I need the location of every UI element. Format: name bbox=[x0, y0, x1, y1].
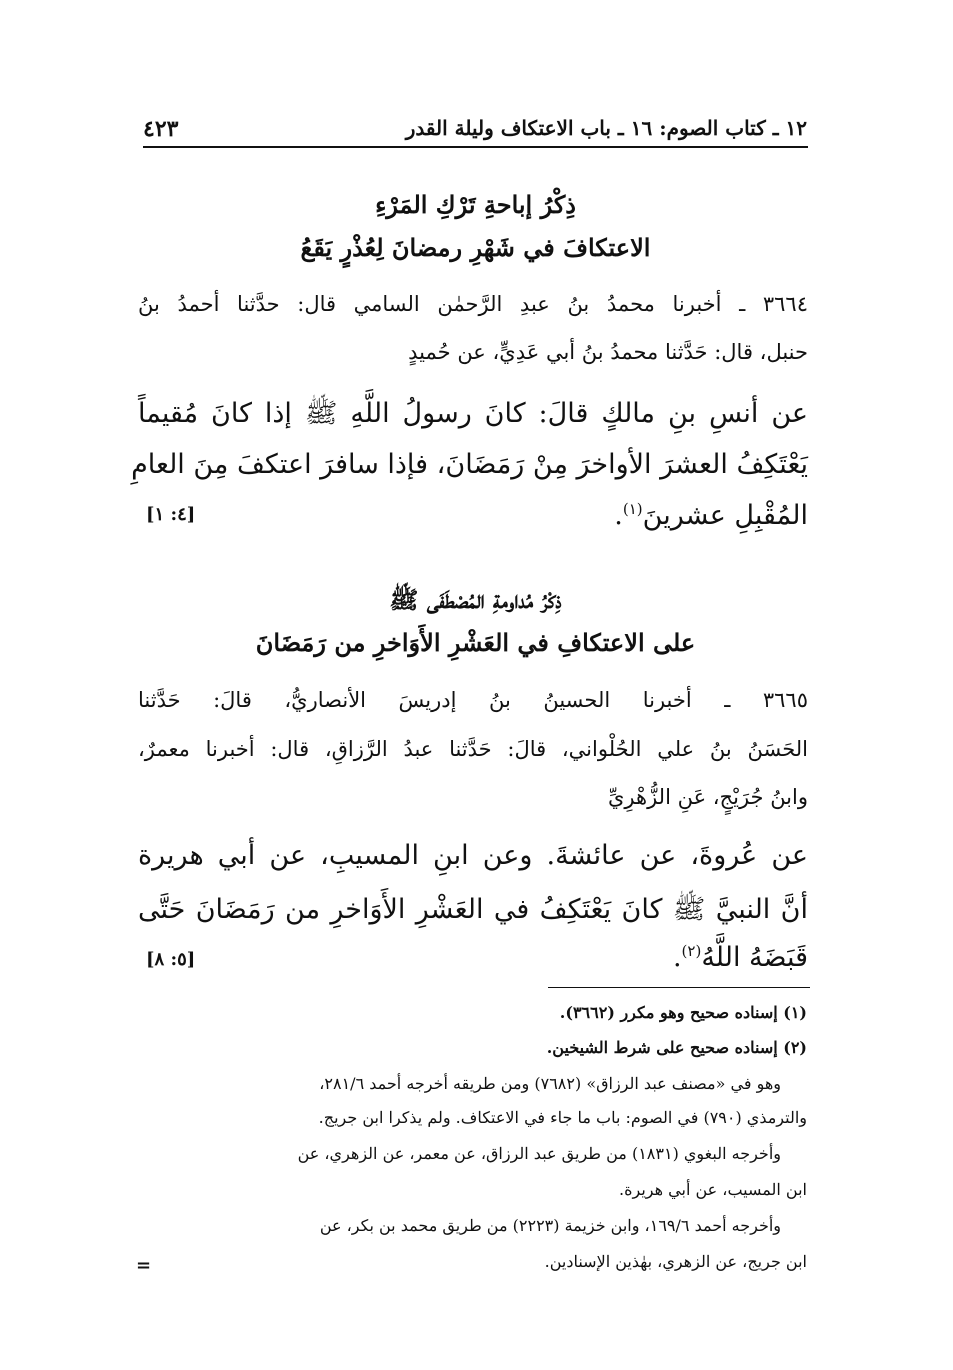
hadith-3665-isnad-line1: ٣٦٦٥ ـ أخبرنا الحسينُ بنُ إدريسَ الأنصاريُّ، قالَ: حَدَّثنا bbox=[138, 688, 808, 712]
hadith-3664-isnad-line2: حنبل، قال: حَدَّثنا محمدُ بنُ أبي عَدِيٍّ، عن حُميدٍ bbox=[408, 340, 808, 364]
matn-text: المُقْبِلِ عشرينَ bbox=[642, 500, 808, 531]
hadith-3665-matn-line1: عن عُروةَ، عن عائشةَ. وعن ابنِ المسيبِ، عن أبي هريرة bbox=[138, 840, 808, 871]
hadith-3664-reference: [٤: ١] bbox=[146, 504, 196, 525]
full-stop: . bbox=[614, 500, 623, 531]
section1-title-line1: ذِكْرُ إباحةِ تَرْكِ المَرْءِ bbox=[375, 190, 576, 219]
continuation-mark: = bbox=[136, 1255, 152, 1276]
hadith-3664-matn-line3 bbox=[138, 500, 808, 531]
hadith-3665-isnad-line2: الحَسَنُ بنُ علي الحُلْواني، قالَ: حَدَّثنا عبدُ الرَّزاقِ، قال: أخبرنا معمرٌ، bbox=[138, 737, 808, 761]
hadith-3665-reference: [٥: ٨] bbox=[146, 949, 196, 970]
header-rule bbox=[143, 146, 808, 148]
footnote-rule bbox=[548, 987, 810, 988]
hadith-3665-matn-line2: أنَّ النبيَّ ﷺ كانَ يَعْتَكِفُ في العَشْرِ الأَوَاخرِ من رَمَضَانَ حَتَّى bbox=[138, 894, 808, 925]
footnote-marker-1: (١) bbox=[622, 500, 643, 518]
footnote-2-line6: ابن جريج، عن الزهري، بهٰذين الإسنادين. bbox=[544, 1252, 807, 1271]
matn-text: قَبَضَهُ اللَّهُ bbox=[701, 942, 808, 973]
page-number: ٤٢٣ bbox=[143, 116, 179, 142]
section2-title-line1: ذِكْرُ مُداومةِ المُصْطَفَى ﷺ bbox=[389, 585, 562, 614]
footnote-1: (١) إسناده صحيح وهو مكرر (٣٦٦٢). bbox=[559, 1003, 807, 1022]
hadith-3664-matn-line1: عن أنسِ بنِ مالكٍ قالَ: كانَ رسولُ اللَّهِ ﷺ إذا كانَ مُقيماً bbox=[138, 398, 808, 429]
section1-title-line2: الاعتكافَ في شَهْرِ رمضانَ لِعُذْرٍ يَقَعُ bbox=[300, 233, 651, 262]
footnote-marker-2: (٢) bbox=[681, 942, 702, 960]
running-title: ١٢ ـ كتاب الصوم: ١٦ ـ باب الاعتكاف وليلة القدر bbox=[405, 116, 807, 140]
footnote-2-line3: وأخرجه البغوي (١٨٣١) من طريق عبد الرزاق، عن معمر، عن الزهري، عن bbox=[297, 1144, 781, 1163]
hadith-3665-matn-line3 bbox=[138, 942, 808, 973]
footnote-2-line2: والترمذي (٧٩٠) في الصوم: باب ما جاء في الاعتكاف. ولم يذكرا ابن جريج. bbox=[318, 1108, 807, 1127]
section2-title-line2: على الاعتكافِ في العَشْرِ الأَوَاخرِ من رَمَضَانَ bbox=[255, 628, 696, 657]
footnote-2-line5: وأخرجه أحمد ١٦٩/٦، وابن خزيمة (٢٢٢٣) من طريق محمد بن بكر، عن bbox=[319, 1216, 781, 1235]
footnote-2: (٢) إسناده صحيح على شرط الشيخين. bbox=[546, 1038, 807, 1057]
full-stop: . bbox=[672, 942, 682, 973]
hadith-3664-matn-line2: يَعْتَكِفُ العشرَ الأواخرَ مِنْ رَمَضَانَ، فإذا سافرَ اعتكفَ مِنَ العامِ bbox=[131, 449, 808, 480]
footnote-2-line1: وهو في «مصنف عبد الرزاق» (٧٦٨٢) ومن طريقه أخرجه أحمد ٢٨١/٦، bbox=[319, 1074, 781, 1093]
hadith-3665-isnad-line3: وابنُ جُرَيْجٍ، عَنِ الزُّهْرِيِّ bbox=[607, 785, 808, 809]
hadith-3664-isnad-line1: ٣٦٦٤ ـ أخبرنا محمدُ بنُ عبدِ الرَّحمٰن السامي قال: حدَّثنا أحمدُ بنُ bbox=[138, 292, 808, 316]
footnote-2-line4: ابن المسيب، عن أبي هريرة. bbox=[619, 1180, 807, 1199]
